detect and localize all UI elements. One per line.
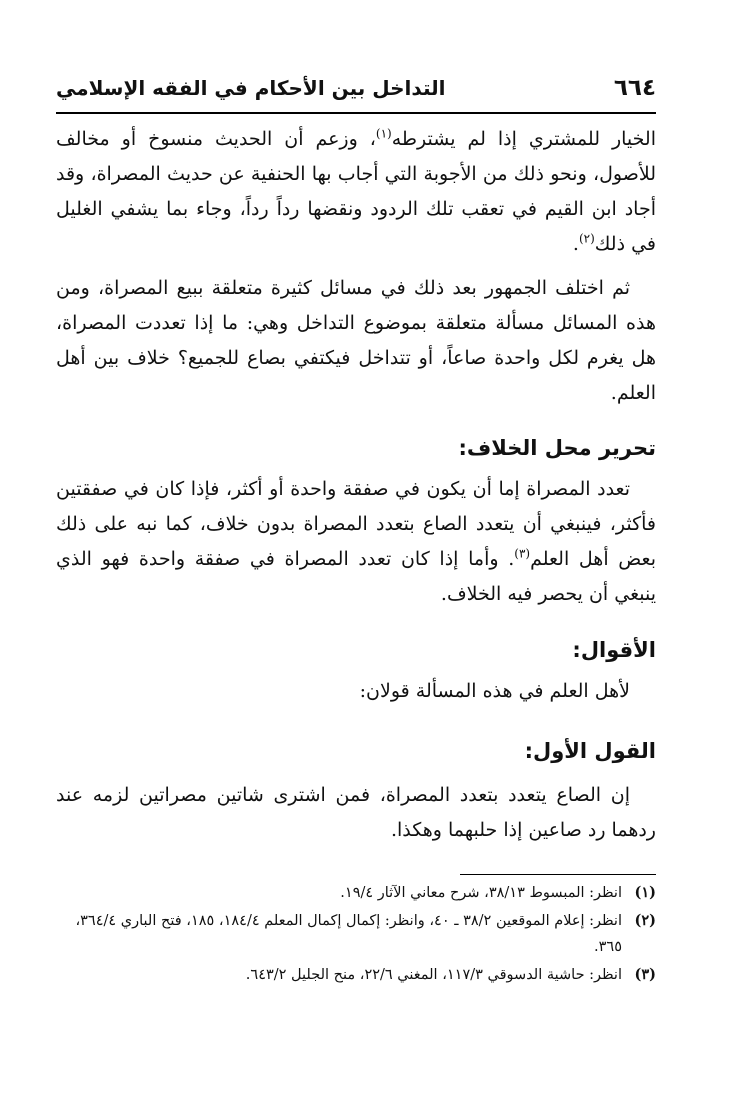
- paragraph-2: [56, 271, 656, 411]
- paragraph-1: [56, 122, 656, 262]
- page-header: [56, 72, 656, 114]
- paragraph-text: [56, 472, 656, 612]
- paragraph-text-part: تعدد المصراة إما أن يكون في صفقة واحدة أو أكثر، فإذا كان في صفقتين فأكثر، فينبغي أن يتعدد الصاع بتعدد المصراة بدون خلاف، كما نبه على ذلك بعض أهل العلم: [56, 478, 657, 570]
- footnote-number: (٢): [634, 912, 656, 929]
- running-title: التداخل بين الأحكام في الفقه الإسلامي: [56, 76, 446, 100]
- paragraph-text-part: ، وزعم أن الحديث منسوخ أو مخالف للأصول، ونحو ذلك من الأجوبة التي أجاب بها الحنفية عن حديث المصراة، وقد أجاد ابن القيم في تعقب تلك الردود ونقضها رداً رداً، وجاء بما يشفي الغليل في ذلك: [56, 128, 656, 255]
- footnote-text: انظر: المبسوط ٣٨/١٣، شرح معاني الآثار ١٩/٤.: [340, 885, 622, 901]
- paragraph-3: [56, 472, 656, 612]
- footnote-ref-1: (١): [375, 126, 392, 141]
- footnote-2: [56, 908, 656, 960]
- paragraph-5: [56, 778, 656, 848]
- paragraph-text-part: الخيار للمشتري إذا لم يشترطه: [391, 128, 656, 150]
- footnote-number: (٣): [634, 966, 656, 983]
- paragraph-text: ثم اختلف الجمهور بعد ذلك في مسائل كثيرة متعلقة ببيع المصراة، ومن هذه المسائل مسألة متعلقة بموضوع التداخل وهي: ما إذا تعددت المصراة، هل يغرم لكل واحدة صاعاً، أو تتداخل فيكتفي بصاع للجميع؟ خلاف بين أهل العلم.: [56, 277, 656, 404]
- footnote-1: [56, 880, 656, 906]
- footnote-text: انظر: حاشية الدسوقي ١١٧/٣، المغني ٢٢/٦، منح الجليل ٦٤٣/٢.: [245, 967, 622, 983]
- paragraph-text: إن الصاع يتعدد بتعدد المصراة، فمن اشترى شاتين مصراتين لزمه عند ردهما رد صاعين إذا حلبهما وهكذا.: [56, 784, 656, 841]
- page-number: ٦٦٤: [613, 75, 656, 101]
- section-heading-qawl-awwal: القول الأول:: [524, 739, 656, 763]
- paragraph-text-part: .: [572, 233, 579, 255]
- paragraph-text: [56, 122, 656, 262]
- footnote-ref-2: (٢): [578, 231, 595, 246]
- section-heading-aqwal: الأقوال:: [572, 638, 656, 662]
- paragraph-4: [56, 674, 656, 709]
- footnote-ref-3: (٣): [514, 546, 531, 561]
- footnotes: [56, 880, 656, 990]
- footnote-text: انظر: إعلام الموقعين ٣٨/٢ ـ ٤٠، وانظر: إكمال إكمال المعلم ١٨٤/٤، ١٨٥، فتح الباري ٣٦٤/٤، ٣٦٥.: [75, 913, 622, 955]
- footnote-number: (١): [634, 884, 656, 901]
- paragraph-text: لأهل العلم في هذه المسألة قولان:: [359, 680, 630, 702]
- section-heading-tahrir: تحرير محل الخلاف:: [458, 436, 656, 460]
- footnote-separator: [460, 874, 656, 875]
- footnote-3: [56, 962, 656, 988]
- paragraph-text-part: . وأما إذا كان تعدد المصراة في صفقة واحدة فهو الذي ينبغي أن يحصر فيه الخلاف.: [56, 548, 656, 605]
